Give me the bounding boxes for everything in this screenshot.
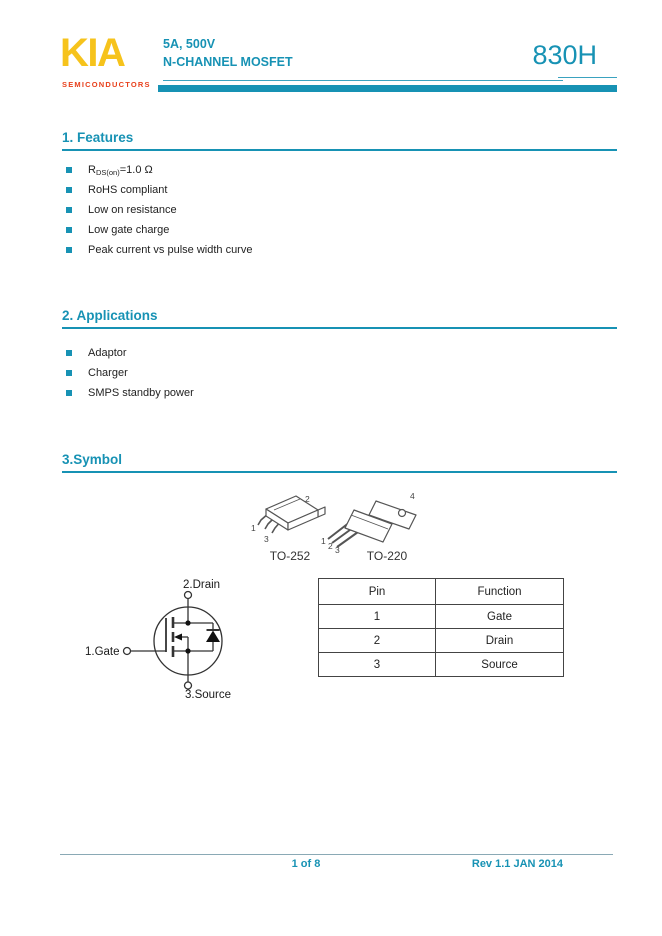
bullet-icon — [66, 247, 72, 253]
body-arrow-icon — [174, 634, 182, 641]
diode-triangle-icon — [206, 631, 220, 643]
pin-cell: 1 — [319, 605, 436, 629]
pin-table-row — [319, 605, 564, 629]
footer-rule — [60, 854, 613, 855]
feature-item — [66, 223, 169, 237]
page-number: 1 of 8 — [291, 858, 321, 870]
application-item-label: SMPS standby power — [88, 387, 194, 399]
pin-table-row — [319, 653, 564, 677]
to220-pin2-label: 2 — [328, 541, 333, 551]
to252-pin2-label: 2 — [305, 494, 310, 504]
bullet-icon — [66, 167, 72, 173]
package-diagram-to220 — [328, 501, 416, 547]
header-rule-thin-right — [558, 77, 617, 78]
application-item-label: Charger — [88, 367, 128, 379]
bullet-icon — [66, 207, 72, 213]
bullet-icon — [66, 370, 72, 376]
brand-logo: KIA — [60, 31, 125, 75]
symbol-rule — [62, 471, 617, 473]
pin-cell: 3 — [319, 653, 436, 677]
pin-table-row — [319, 629, 564, 653]
package-diagram-to252 — [258, 496, 325, 533]
brand-logo-subtext: SEMICONDUCTORS — [62, 80, 151, 89]
bullet-icon — [66, 187, 72, 193]
device-type: N-CHANNEL MOSFET — [163, 55, 293, 69]
symbol-title: 3.Symbol — [62, 452, 123, 467]
bullet-icon — [66, 350, 72, 356]
to252-pin1-label: 1 — [251, 523, 256, 533]
bullet-icon — [66, 227, 72, 233]
part-number: 830H — [532, 40, 597, 70]
feature-item — [66, 243, 252, 257]
feature-item-label: RoHS compliant — [88, 184, 168, 196]
to252-pin3-label: 3 — [264, 534, 269, 544]
feature-item-label: $R_{DS(on)}=1.0$ Ω — [88, 163, 153, 177]
pin-column-header: Pin — [319, 579, 436, 605]
function-cell: Gate — [436, 605, 564, 629]
feature-item — [66, 183, 167, 197]
mosfet-symbol-diagram — [75, 572, 240, 707]
feature-item — [66, 203, 177, 217]
pin-function-table — [318, 578, 564, 677]
package-drawings — [230, 487, 440, 565]
feature-item-label: Peak current vs pulse width curve — [88, 244, 253, 256]
application-item — [66, 386, 194, 400]
function-column-header: Function — [436, 579, 564, 605]
to220-package-label: TO-220 — [366, 549, 408, 563]
to252-package-label: TO-252 — [269, 549, 311, 563]
to220-pin3-label: 3 — [335, 545, 340, 555]
feature-item-rds — [66, 163, 153, 177]
application-item — [66, 346, 127, 360]
feature-item-label: Low on resistance — [88, 204, 177, 216]
header-rule-thin — [163, 80, 563, 81]
features-title: 1. Features — [62, 130, 134, 145]
features-rule — [62, 149, 617, 151]
feature-item-label: Low gate charge — [88, 224, 170, 236]
revision-label: Rev 1.1 JAN 2014 — [471, 858, 563, 870]
device-rating: 5A, 500V — [163, 37, 216, 51]
pin-cell: 2 — [319, 629, 436, 653]
terminal-label-source: 3.Source — [185, 689, 232, 701]
terminal-label-gate: 1.Gate — [85, 646, 120, 658]
function-cell: Source — [436, 653, 564, 677]
bullet-icon — [66, 390, 72, 396]
applications-title: 2. Applications — [62, 308, 158, 323]
function-cell: Drain — [436, 629, 564, 653]
to220-pin4-label: 4 — [410, 491, 415, 501]
to220-pin1-label: 1 — [321, 536, 326, 546]
pin-table-header-row — [319, 579, 564, 605]
application-item-label: Adaptor — [88, 347, 127, 359]
terminal-label-drain: 2.Drain — [183, 579, 221, 591]
header-rule-thick — [158, 85, 617, 92]
application-item — [66, 366, 128, 380]
applications-rule — [62, 327, 617, 329]
